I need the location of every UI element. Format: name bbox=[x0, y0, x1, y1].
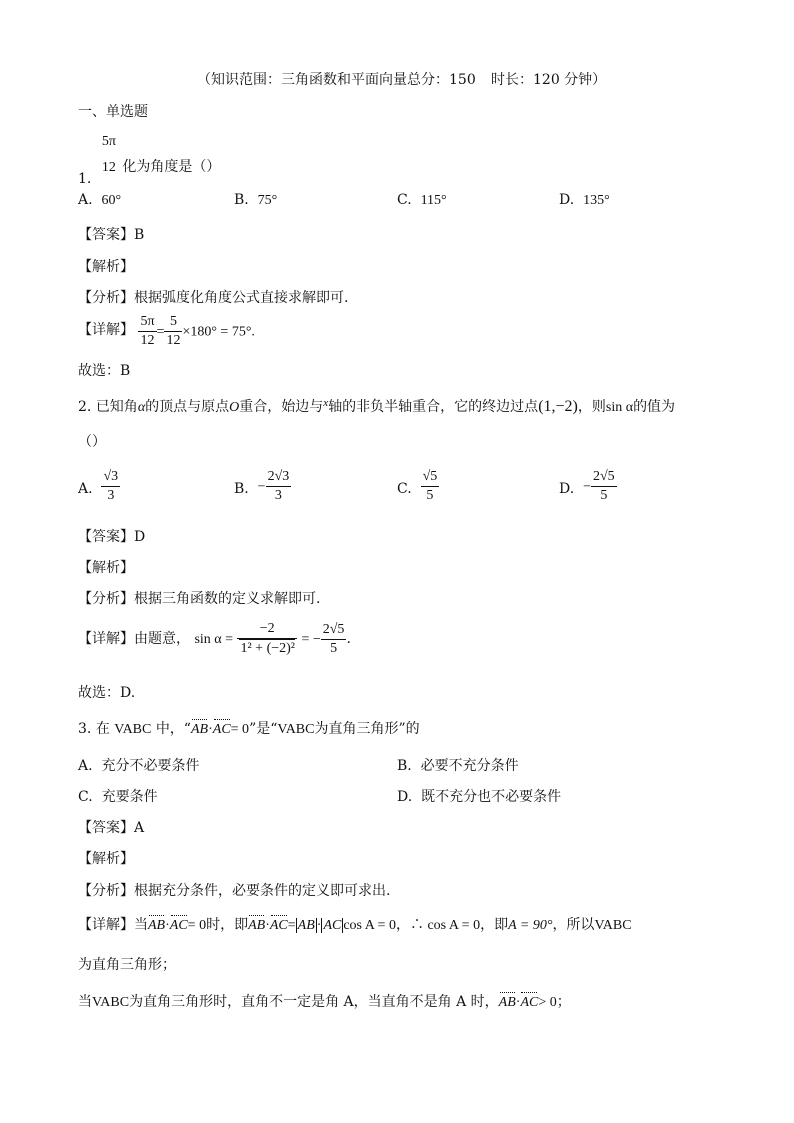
q1-option-d: D. 135° bbox=[559, 192, 610, 208]
q1-fenxi: 【分析】根据弧度化角度公式直接求解即可. bbox=[78, 290, 349, 306]
q2-stem: 2. 已知角α的顶点与原点O重合，始边与$^x$轴的非负半轴重合，它的终边过点(1,−2)，则sin α的值为 bbox=[78, 397, 676, 415]
q1-option-b: B. 75° bbox=[234, 192, 278, 208]
q1-option-c: C. 115° bbox=[397, 192, 447, 208]
q2-analysis-label: 【解析】 bbox=[78, 560, 134, 576]
q1-answer: 【答案】B bbox=[78, 227, 145, 243]
q3-option-c: C. 充要条件 bbox=[78, 789, 158, 805]
q1-choose: 故选：B bbox=[78, 363, 131, 379]
q3-option-b: B. 必要不充分条件 bbox=[397, 758, 519, 774]
q1-detail: 【详解】 $\frac{5\pi}{12}$ = $\frac{5}{12}$ ×180° = 75°. bbox=[78, 314, 255, 348]
q2-option-c: C. $\frac{√5}{5}$ bbox=[397, 469, 438, 503]
q2-detail: 【详解】由题意， sin α = $\frac{-2}{\text{1² + (−2)²}}$ = − $\frac{2√5}{5}$ . bbox=[78, 621, 351, 656]
q3-stem: 3. 在 VABC 中，“AB·AC= 0”是“VABC为直角三角形”的 bbox=[78, 721, 420, 737]
q2-fenxi: 【分析】根据三角函数的定义求解即可. bbox=[78, 591, 321, 607]
q2-choose: 故选：D. bbox=[78, 685, 136, 701]
q1-number: 1. bbox=[78, 171, 92, 187]
section-title: 一、单选题 bbox=[78, 104, 148, 120]
q1-detail-frac1: $\frac{5\pi}{12}$ bbox=[140, 314, 155, 348]
q1-frac-num: 5π bbox=[101, 134, 116, 149]
q3-detail-line3: 当VABC为直角三角形时，直角不一定是角 A，当直角不是角 A 时，AB·AC> 0； bbox=[78, 994, 571, 1010]
q1-stem-text: 化为角度是（） bbox=[122, 159, 221, 175]
q1-stem bbox=[78, 133, 221, 187]
q3-detail-line2: 为直角三角形； bbox=[78, 957, 176, 973]
q3-option-d: D. 既不充分也不必要条件 bbox=[397, 789, 562, 805]
q1-frac-den: 12 bbox=[101, 160, 116, 175]
q2-option-d: D. − $\frac{2√5}{5}$ bbox=[559, 469, 615, 503]
q3-option-a: A. 充分不必要条件 bbox=[78, 758, 200, 774]
q3-fenxi: 【分析】根据充分条件，必要条件的定义即可求出. bbox=[78, 883, 391, 899]
header-time: 时长：120 分钟） bbox=[491, 72, 607, 88]
q2-answer: 【答案】D bbox=[78, 529, 146, 545]
q3-answer: 【答案】A bbox=[78, 820, 145, 836]
q2-paren: （） bbox=[78, 434, 106, 450]
header-scope: （知识范围：三角函数和平面向量总分：150 bbox=[197, 72, 476, 88]
q1-option-a: A. 60° bbox=[78, 192, 122, 208]
q1-fraction bbox=[100, 133, 118, 177]
q2-option-a: A. $\frac{√3}{3}$ bbox=[78, 469, 119, 503]
q3-analysis-label: 【解析】 bbox=[78, 851, 134, 867]
q2-option-b: B. − $\frac{2√3}{3}$ bbox=[234, 469, 290, 503]
q1-detail-frac2: $\frac{5}{12}$ bbox=[166, 314, 181, 348]
q1-analysis-label: 【解析】 bbox=[78, 259, 134, 275]
q3-detail: 【详解】当AB·AC= 0时，即AB·AC= AB · AC cos A = 0，∴ cos A = 0，即A = 90°，所以VABC bbox=[78, 917, 632, 933]
